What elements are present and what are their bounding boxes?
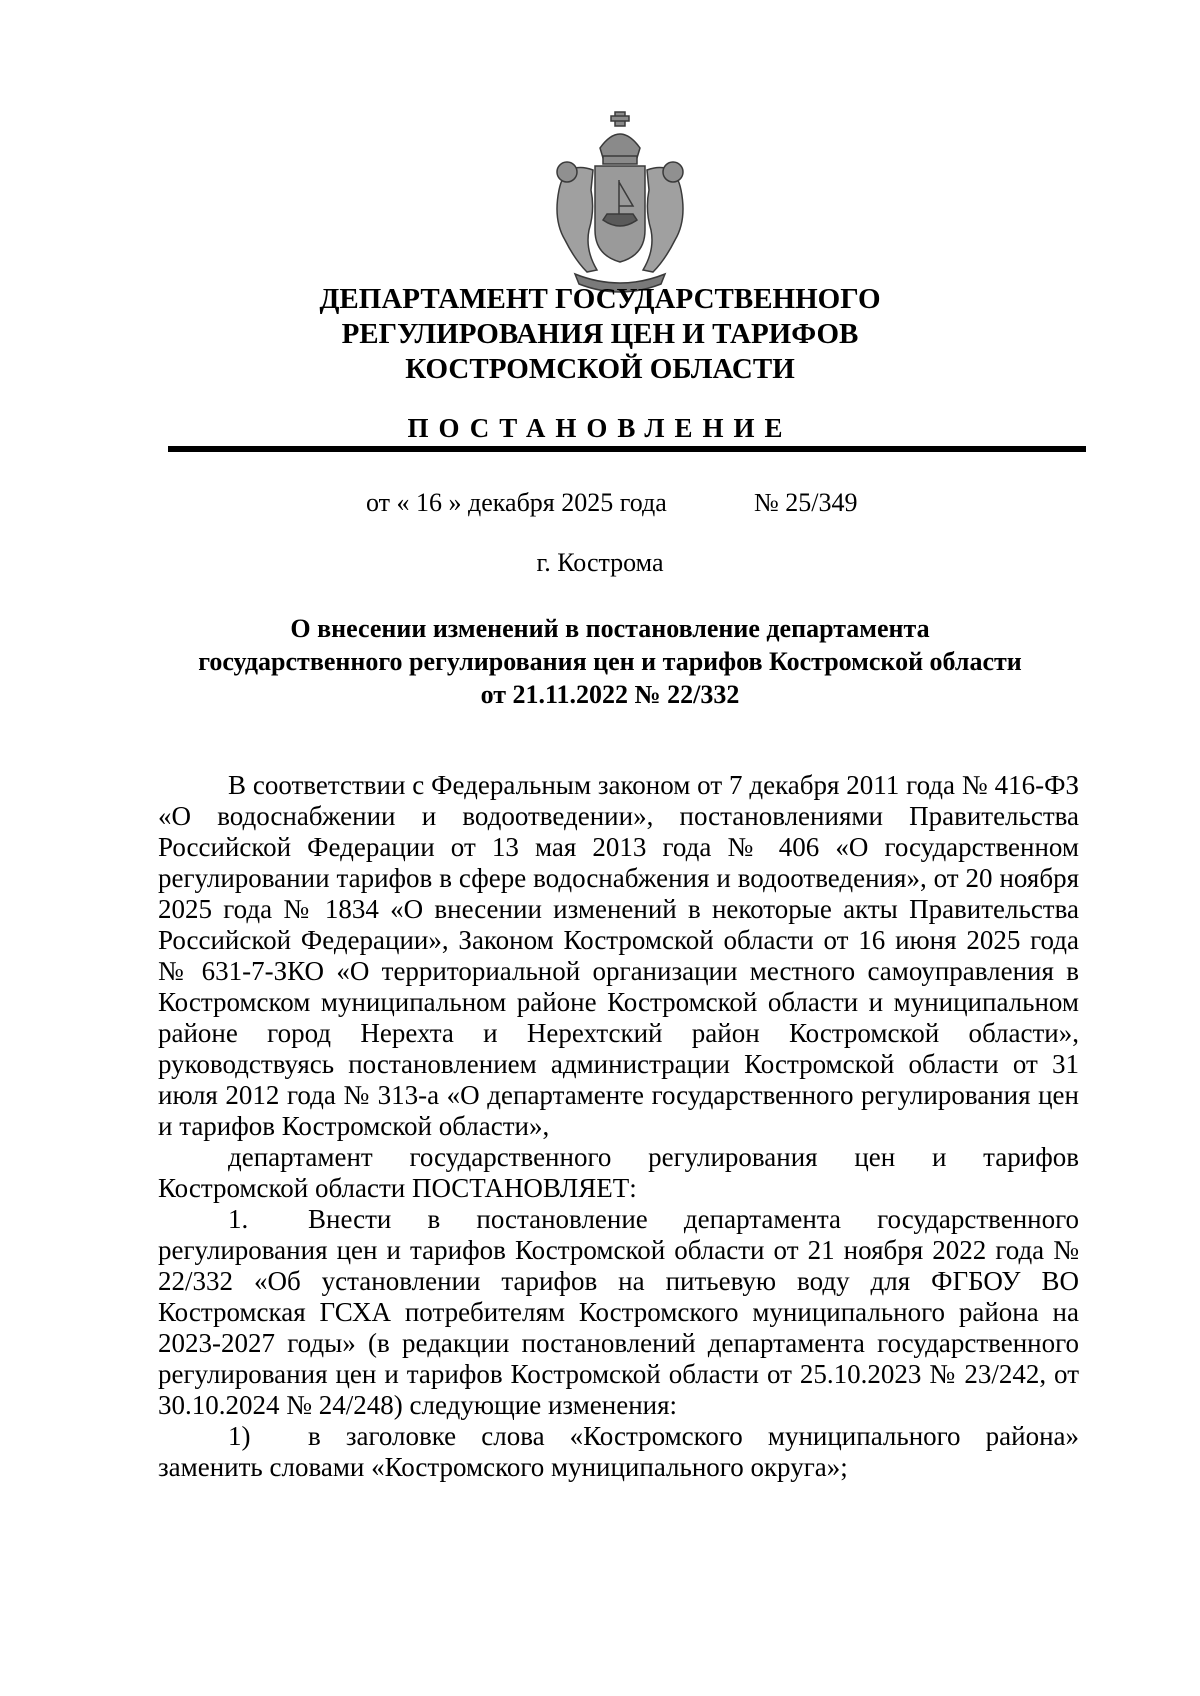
document-type: ПОСТАНОВЛЕНИЕ	[407, 413, 793, 443]
department-line: ДЕПАРТАМЕНТ ГОСУДАРСТВЕННОГО	[319, 283, 881, 315]
document-date: от « 16 » декабря 2025 года	[366, 488, 667, 517]
resolve-paragraph: департамент государственного регулирования цен и тарифов Костромской области ПОСТАНОВЛЯЕТ:	[158, 1142, 1079, 1203]
subject-line: от 21.11.2022 № 22/332	[480, 680, 740, 709]
document-subject	[140, 612, 1080, 711]
department-name	[200, 282, 1000, 387]
document-city: г. Кострома	[536, 548, 664, 577]
subject-line: государственного регулирования цен и тарифов Костромской области	[198, 647, 1022, 676]
coat-of-arms-emblem	[545, 110, 695, 295]
department-line: РЕГУЛИРОВАНИЯ ЦЕН И ТАРИФОВ	[341, 318, 859, 350]
preamble-paragraph: В соответствии с Федеральным законом от 7 декабря 2011 года № 416-ФЗ «О водоснабжении и водоотведении», постановлениями Правительства Российской Федерации от 13 мая 2013 года № 406 «О государственном регулировании тарифов в сфере водоснабжения и водоотведения», от 20 ноября 2025 года № 1834 «О внесении изменений в некоторые акты Правительства Российской Федерации», Законом Костромской области от 16 июня 2025 года № 631-7-ЗКО «О территориальной организации местного самоуправления в Костромском муниципальном районе Костромской области и муниципальном районе город Нерехта и Нерехтский район Костромской области», руководствуясь постановлением администрации Костромской области от 31 июля 2012 года № 313-а «О департаменте государственного регулирования цен и тарифов Костромской области»,	[158, 770, 1079, 1141]
document-body	[158, 770, 1079, 1483]
subject-line: О внесении изменений в постановление департамента	[290, 614, 930, 643]
subitem-1-number: 1)	[228, 1421, 251, 1451]
document-number: № 25/349	[754, 488, 858, 517]
item-1-text: Внести в постановление департамента государственного регулирования цен и тарифов Костромской области от 21 ноября 2022 года № 22/332 «Об установлении тарифов на питьевую воду для ФГБОУ ВО Костромская ГСХА потребителям Костромского муниципального района на 2023-2027 годы» (в редакции постановлений департамента государственного регулирования цен и тарифов Костромской области от 25.10.2023 № 23/242, от 30.10.2024 № 24/248) следующие изменения:	[158, 1204, 1079, 1420]
subitem-1-paragraph	[158, 1421, 1079, 1483]
department-line: КОСТРОМСКОЙ ОБЛАСТИ	[405, 353, 795, 385]
header-divider	[168, 446, 1086, 452]
item-1-number: 1.	[228, 1204, 249, 1234]
subitem-1-text: в заголовке слова «Костромского муниципального района» заменить словами «Костромского муниципального округа»;	[158, 1421, 1079, 1482]
item-1-paragraph	[158, 1204, 1079, 1421]
